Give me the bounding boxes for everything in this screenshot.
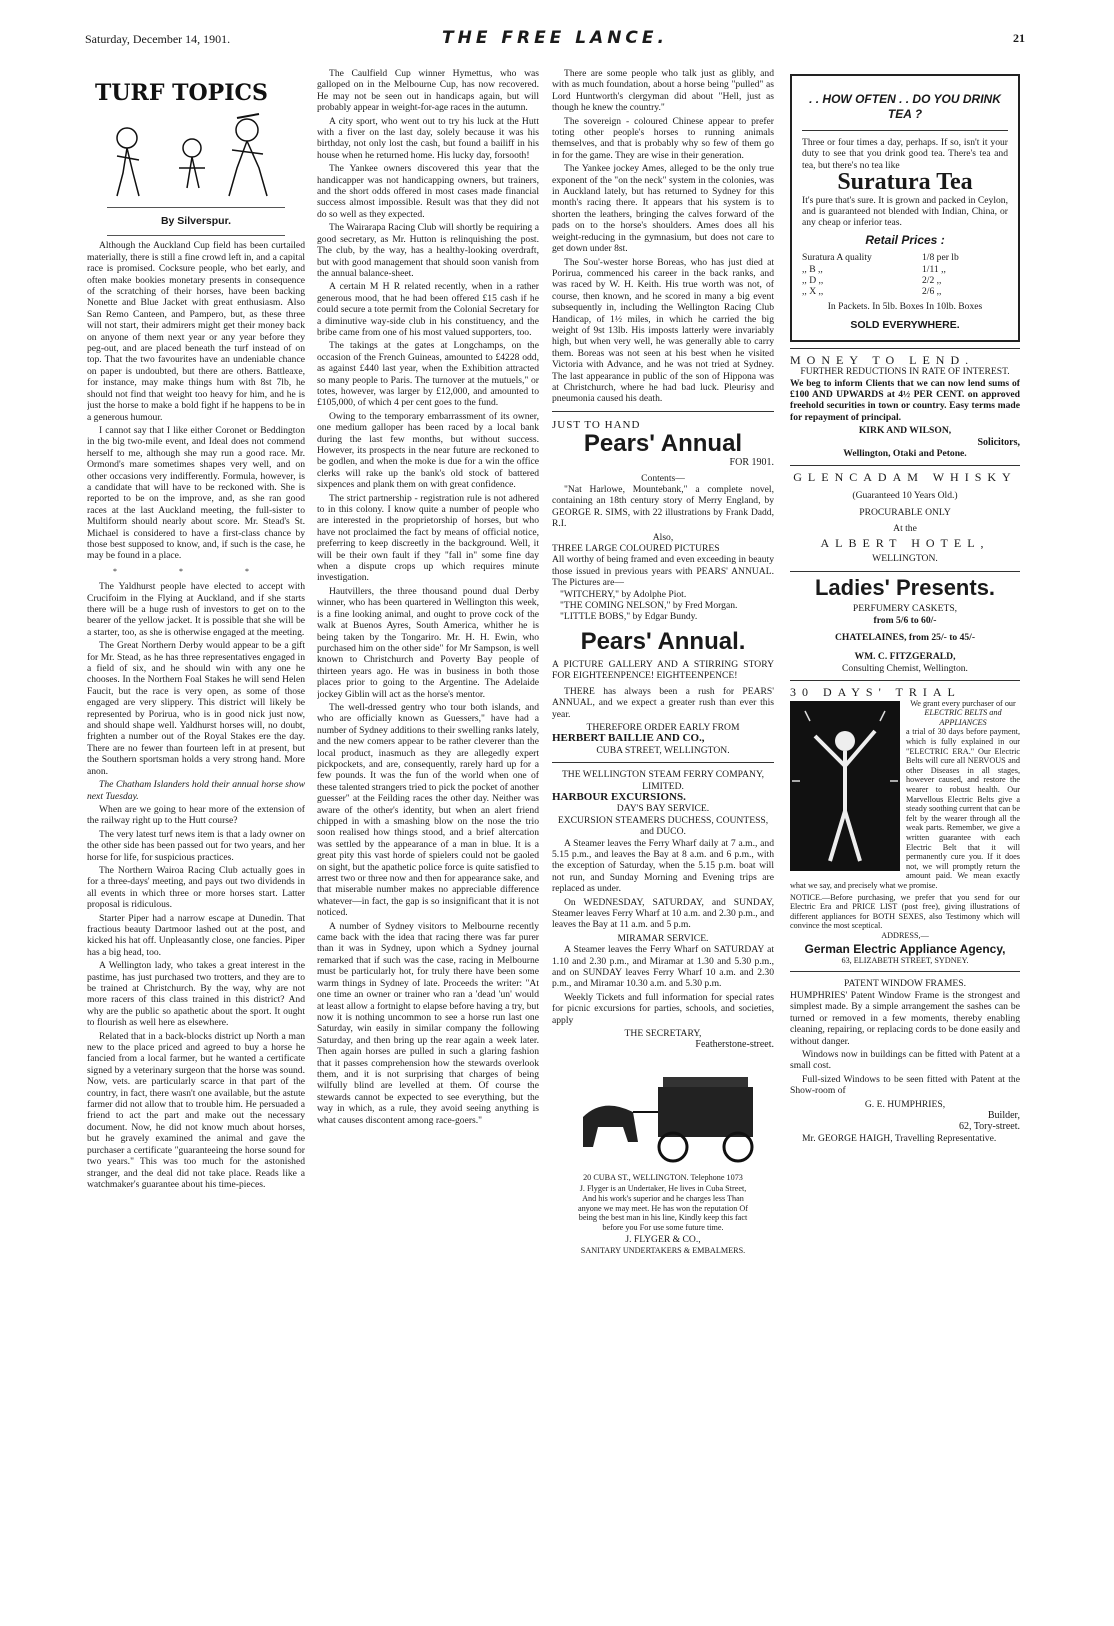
whisky-hotel: ALBERT HOTEL, bbox=[820, 535, 990, 550]
windows-agent: Mr. GEORGE HAIGH, Travelling Representative. bbox=[802, 1132, 997, 1144]
ferry-text: A Steamer leaves the Ferry Wharf daily at 7 a.m., and 5.15 p.m., and leaves the Bay at 8 a.m. and 6 p.m., with the exception of Saturday, when the 5.15 p.m. boat will not run, and Sunday Morning and Evening trips are replaced as under. bbox=[552, 837, 774, 895]
windows-title: PATENT WINDOW FRAMES. bbox=[844, 978, 966, 990]
article-paragraph: A number of Sydney visitors to Melbourne recently came back with the idea that racing there was far purer than it was in Sydney, upon which a Sydney journal remarked that if such was the case, racing in Melbourne must be particularly hot, for truly there have been some warm things in Sydney of late. Proceeds the writer: "At one time an owner or trainer who ran a 'dead 'un' would at least allow a fortnight to elapse before having a try, but now it is nothing uncommon to see a horse run last one Saturday, win easily in similar company the following Saturday, and then bring up the rear again a week later. Then again horses are pulled in such a glaring fashion that it passes comprehension how the stewards overlook them, and it is not surprising that charges of being wilfully blind are levelled at them. Of course the stewards cannot be expected to see everything, but the way in which, as a rule, they avoid seeing anything is what causes discontent among race-goers." bbox=[317, 920, 539, 1126]
ferry-secretary: THE SECRETARY, bbox=[624, 1028, 702, 1040]
electric-figure-illustration bbox=[790, 701, 900, 871]
issue-date: Saturday, December 14, 1901. bbox=[85, 32, 231, 46]
windows-role: Builder, bbox=[987, 1109, 1020, 1121]
money-subtitle: FURTHER REDUCTIONS IN RATE OF INTEREST. bbox=[800, 366, 1010, 378]
belts-notice: NOTICE.—Before purchasing, we prefer that you send for our Electric Era and PRICE LIST (post free), giving illustrations of different appliances for BOTH SEXES, also Testimony which will convince the most sceptical. bbox=[790, 892, 1020, 931]
pears-rush: THERE has always been a rush for PEARS' ANNUAL, and we expect a greater rush than ever this year. bbox=[552, 685, 774, 720]
pears-picture: "WITCHERY," by Adolphe Piot. bbox=[560, 588, 687, 600]
ferry-text: On WEDNESDAY, SATURDAY, and SUNDAY, Steamer leaves Ferry Wharf at 10 a.m. and 2.30 p.m., and leaves the Bay at 11 a.m. and 5 p.m. bbox=[552, 896, 774, 931]
money-role: Solicitors, bbox=[977, 436, 1020, 448]
article-paragraph: The Great Northern Derby would appear to be a gift for Mr. Stead, as he has three representatives engaged in a field of six, and he should win with any one he chooses. In the Northern Foal Stakes he will send Helen Faucit, but the race is very open, as some of those engaged are very slippery. This district will likely be represented by Porirua, who is in good nick just now, and should shape well. Yaldhurst horses will, no doubt, frighten a number out of the Royal Stakes ere the day. There are no fewer than fourteen left in at present, but the Southern sportsman holds a very strong hand. More anon. bbox=[87, 640, 305, 777]
ladies-chemist: WM. C. FITZGERALD, bbox=[854, 651, 956, 663]
pears-contents: "Nat Harlowe, Mountebank," a complete novel, containing an 18th century story of Merry England, by GEORGE R. SIMS, with 22 illustrations by Frank Dadd, R.I. bbox=[552, 484, 774, 530]
tea-question: . . HOW OFTEN . . DO YOU DRINK TEA ? bbox=[802, 84, 1008, 131]
tea-sold: SOLD EVERYWHERE. bbox=[850, 319, 960, 332]
ferry-text: Weekly Tickets and full information for special rates for picnic excursions for parties, schools, and societies, apply bbox=[552, 991, 774, 1026]
article-paragraph: The sovereign - coloured Chinese appear to prefer toting other people's horses to running animals themselves, and that is probably why so few of them go in for the game. They are wise in their generation. bbox=[552, 115, 774, 161]
pears-gallery: A PICTURE GALLERY AND A STIRRING STORY FOR EIGHTEENPENCE! EIGHTEENPENCE! bbox=[552, 658, 774, 682]
hearse-illustration bbox=[563, 1057, 763, 1167]
divider bbox=[790, 680, 1020, 681]
article-paragraph: The Yaldhurst people have elected to accept with Crucifoim in the Flying at Auckland, and if she starts there will be a huge rush of investors to get on to the bearer of the yellow jacket. It is possible that she will be a starter, too, as she is otherwise engaged at the meeting. bbox=[87, 581, 305, 638]
undertaker-address: 20 CUBA ST., WELLINGTON. Telephone 1073 bbox=[583, 1172, 743, 1182]
divider bbox=[552, 411, 774, 412]
money-title: MONEY TO LEND. bbox=[790, 352, 975, 367]
ladies-caskets-price: from 5/6 to 60/- bbox=[873, 614, 937, 626]
ferry-ad bbox=[552, 769, 774, 1051]
ladies-presents-ad bbox=[790, 574, 1020, 674]
ferry-steamers: EXCURSION STEAMERS DUCHESS, COUNTESS, and DUCO. bbox=[557, 814, 769, 838]
section-break: * * * bbox=[113, 566, 279, 576]
tea-text: Three or four times a day, perhaps. If so, isn't it your duty to see that you drink good tea. There's tea and tea, but there's no tea like bbox=[802, 137, 1008, 171]
newspaper-title: THE FREE LANCE. bbox=[442, 28, 668, 48]
column-turf-topics bbox=[87, 68, 305, 1608]
money-text: We beg to inform Clients that we can now lend sums of £100 AND UPWARDS at 4½ PER CENT. on approved freehold securities in town or country. Easy terms made for repayment of principal. bbox=[790, 377, 1020, 423]
belts-address-label: ADDRESS,— bbox=[881, 930, 929, 940]
money-firm: KIRK AND WILSON, bbox=[858, 425, 952, 437]
column-advertisements bbox=[790, 68, 1020, 1608]
pears-picture: "LITTLE BOBS," by Edgar Bundy. bbox=[560, 611, 698, 623]
article-paragraph: Hautvillers, the three thousand pound dual Derby winner, who has been quartered in Wellington this week, is a fine looking animal, and ought to prove cock of the walk at Buenos Ayres, South America, whither he is being taken by the Tongariro. Mr. H. H. Ewin, who purchased him on the other side" for Mr Sampson, is well known to Christchurch and Poverty Bay people of thirteen years ago. He was in business in both those places prior to going to the Argentine. The Adelaide jockey Giblin will act as the horse's mentor. bbox=[317, 585, 539, 700]
article-paragraph: Owing to the temporary embarrassment of its owner, one medium galloper has been raced by a local bank during the last few months, but without success. However, its prospects in the near future are reckoned to be godlen, and when the moke is due for a win the office clerks will rake up the bank's old stock of battered sixpences and plank them on with great confidence. bbox=[317, 410, 539, 491]
article-paragraph: The Wairarapa Racing Club will shortly be requiring a good secretary, as Mr. Hutton is relinquishing the post. The club, by the way, has a healthy-looking overdraft, but with good management that should soon vanish from the annual balance-sheet. bbox=[317, 222, 539, 279]
undertaker-verse: J. Flyger is an Undertaker, He lives in Cuba Street, And his work's superior and he charges less Than anyone we may meet. He has won the reputation Of being the best man in his line, Kindly keep this fact before you For use some future time. bbox=[577, 1184, 749, 1232]
divider bbox=[790, 971, 1020, 972]
article-paragraph: The Sou'-wester horse Boreas, who has just died at Porirua, commenced his career in the back ranks, and was raced by W. H. Keith. His true worth was not, of course, then known, and he scored in many a big event subsequently in, including the Wellington Racing Club Handicap, of 1½ miles, in which he carried the big weight of 9st 13lb. His imposts latterly were invariably high, but when very well, he was generally able to carry them. Boreas was not seen at his best when he visited Victoria with Advance, and he was not tried at Sydney. The last appearance in public of the son of Hippona was at Christchurch, where he had bad luck. Pleurisy and pneumonia caused his death. bbox=[552, 256, 774, 405]
undertaker-ad bbox=[552, 1057, 774, 1256]
windows-text: HUMPHRIES' Patent Window Frame is the strongest and simplest made. By a simple arrangement the sashes can be turned or removed in a few moments, thereby enabling cleaning, repairing, or replacing cords to be done easily and without danger. bbox=[790, 989, 1020, 1047]
page-number: 21 bbox=[1013, 31, 1025, 45]
divider bbox=[107, 207, 285, 208]
whisky-procurable: PROCURABLE ONLY bbox=[859, 507, 951, 519]
windows-street: 62, Tory-street. bbox=[958, 1121, 1020, 1133]
pears-title-2: Pears' Annual. bbox=[580, 627, 746, 655]
electric-belts-ad bbox=[790, 687, 1020, 965]
whisky-at: At the bbox=[893, 522, 917, 534]
belts-text: a trial of 30 days before payment, which is fully explained in our "ELECTRIC ERA." Our Electric Belts will cure all NERVOUS and other Diseases in all stages, however caused, and restore the wearer to robust health. Our Marvellous Electric Belts give a steady soothing current that can be felt by the wearer through all the weak parts. Remember, we give a written guarantee with each Electric Belt that it will permanently cure you. If it does not, we will promptly return the amount paid. We mean exactly what we say, and precisely what we promise. bbox=[790, 727, 1020, 890]
ferry-text: A Steamer leaves the Ferry Wharf on SATURDAY at 1.10 and 2.30 p.m., and Miramar at 1.30 and 5.30 p.m., and on SUNDAY leaves Ferry Wharf 10 a.m. and 2.30 p.m., and Miramar 10.30 a.m. and 5.30 p.m. bbox=[552, 944, 774, 990]
article-paragraph: The Yankee owners discovered this year that the handicapper was not handicapping owners, but trainers, and the short odds offered in most cases made financial success almost impossible. Result was that they did not do so well as they expected. bbox=[317, 163, 539, 220]
pears-just-to-hand: JUST TO HAND bbox=[552, 418, 641, 431]
windows-name: G. E. HUMPHRIES, bbox=[864, 1098, 946, 1110]
whisky-ad bbox=[790, 472, 1020, 564]
article-paragraph: The Caulfield Cup winner Hymettus, who was galloped on in the Melbourne Cup, has now recovered. He may not be seen out in handicaps again, but will probably appear in weight-for-age races in the autumn. bbox=[317, 68, 539, 114]
suratura-tea-ad bbox=[790, 74, 1020, 342]
ferry-street: Featherstone-street. bbox=[695, 1039, 774, 1051]
column-three bbox=[552, 68, 774, 1608]
tea-price-row: ,, X ,, 2/6 ,, bbox=[802, 286, 942, 298]
money-places: Wellington, Otaki and Petone. bbox=[843, 447, 967, 459]
ladies-caskets-label: PERFUMERY CASKETS, bbox=[852, 603, 958, 615]
tea-packets: In Packets. In 5lb. Boxes In 10lb. Boxes bbox=[827, 300, 983, 312]
tea-price-row: ,, D ,, 2/2 ,, bbox=[802, 275, 942, 287]
window-frames-ad bbox=[790, 978, 1020, 1144]
article-paragraph: A certain M H R related recently, when in a rather generous mood, that he had been offered £15 cash if he could secure a tote permit from the Colonial Secretary for a diminutive way-side club in his constituency, and the bribe came from one of his most valued supporters, too. bbox=[317, 281, 539, 338]
pears-year: FOR 1901. bbox=[729, 457, 774, 469]
divider bbox=[790, 571, 1020, 572]
turf-topics-logo bbox=[87, 68, 305, 203]
whisky-city: WELLINGTON. bbox=[872, 553, 938, 565]
belts-product: ELECTRIC BELTS and APPLIANCES bbox=[924, 708, 1002, 727]
logo-text: TURF TOPICS bbox=[95, 80, 268, 106]
tea-price-row: Suratura A quality 1/8 per lb bbox=[802, 252, 959, 264]
divider bbox=[552, 762, 774, 763]
ferry-days-bay: DAY'S BAY SERVICE. bbox=[616, 803, 710, 815]
article-paragraph: Related that in a back-blocks district up North a man new to the place priced and agreed to buy a horse he fancied from a local farmer, but he wanted a certificate signed by a veterinary surgeon that the horse was sound. Now, vets. are particularly scarce in that part of the country, in fact, there wasn't one available, but the astute farmer did not allow that to trouble him. He persuaded a friend to act the part and make out the necessary document. Now, he did not know much about horses, but he gravely examined the animal and gave the purchaser a certificate "guaranteeing the horse sound for two years." This was too much for the astonished stranger, and the deal did not take place. Reads like a watchmaker's guarantee about his time-pieces. bbox=[87, 1030, 305, 1190]
tea-retail-heading: Retail Prices : bbox=[865, 232, 945, 247]
money-to-lend-ad bbox=[790, 352, 1020, 460]
belts-title: 30 DAYS' TRIAL bbox=[790, 685, 961, 700]
whisky-title: GLENCADAM WHISKY bbox=[793, 470, 1017, 485]
column-turf-continued bbox=[317, 68, 539, 1608]
pears-contents-label: Contents— bbox=[641, 472, 685, 484]
divider bbox=[107, 235, 285, 236]
pears-order: THEREFORE ORDER EARLY FROM bbox=[586, 721, 740, 733]
undertaker-name: J. FLYGER & CO., bbox=[625, 1234, 701, 1246]
ferry-company: THE WELLINGTON STEAM FERRY COMPANY, LIMITED. bbox=[561, 769, 765, 792]
tea-text: It's pure that's sure. It is grown and packed in Ceylon, and is guaranteed not blended with Indian, China, or any cheap or inferior teas. bbox=[802, 194, 1008, 229]
article-paragraph: The very latest turf news item is that a lady owner on the other side has been passed out for two years, and her horse for life, for suspicious practices. bbox=[87, 828, 305, 863]
belts-agency: German Electric Appliance Agency, bbox=[804, 942, 1006, 957]
windows-text: Full-sized Windows to be seen fitted with Patent at the Show-room of bbox=[790, 1073, 1020, 1097]
pears-seller: HERBERT BAILLIE AND CO., bbox=[552, 732, 705, 745]
ladies-title: Ladies' Presents. bbox=[814, 574, 996, 600]
article-paragraph: Although the Auckland Cup field has been curtailed materially, there is still a fine crowd left in, and a capital race is promised. Cocksure people, who bet early, and often make bookies monetary presents in consequence of the scratching of their horses, have been backing Nonette and Blue Jacket with great enthusiasm. Also San Remo Canteen, and Pampero, but, as these three will not start, their admirers might get their money back on anyone of them next year or any year before they peg-out, and are placed beneath the turf instead of on top. That the two favourites have an undeniable chance on paper is undoubted, but there are others. Battleaxe, for instance, may make things hum with 8st 7lb, he should not find that weight too heavy for him, and he is just the horse to make a bold fight if he happens to be in a generous humour. bbox=[87, 240, 305, 423]
byline: By Silverspur. bbox=[160, 215, 232, 227]
ladies-chatelaines: CHATELAINES, from 25/- to 45/- bbox=[834, 632, 976, 643]
jockey-illustration bbox=[87, 68, 305, 203]
pears-pictures-heading: THREE LARGE COLOURED PICTURES bbox=[552, 543, 720, 555]
pears-also: Also, bbox=[652, 531, 674, 543]
undertaker-trade: SANITARY UNDERTAKERS & EMBALMERS. bbox=[580, 1245, 746, 1255]
pears-picture: "THE COMING NELSON," by Fred Morgan. bbox=[560, 600, 738, 612]
belts-intro: We grant every purchaser of our bbox=[910, 698, 1016, 708]
whisky-guarantee: (Guaranteed 10 Years Old.) bbox=[852, 489, 958, 501]
article-paragraph: The Northern Wairoa Racing Club actually goes in for a three-days' meeting, and pays out two dividends in all events in which three or more horses start. Latter proposal is ridiculous. bbox=[87, 864, 305, 911]
pears-title: Pears' Annual bbox=[583, 430, 743, 458]
article-paragraph: Starter Piper had a narrow escape at Dunedin. That fractious beauty Dartmoor lashed out at the post, and kicked his hat off. Unpleasantly close, one fancies. Piper has a big head, too. bbox=[87, 912, 305, 958]
ferry-miramar: MIRAMAR SERVICE. bbox=[617, 932, 709, 944]
article-paragraph: The Yankee jockey Ames, alleged to be the only true exponent of the "on the neck" system in the colonies, was in Auckland lately, but has returned to Sydney for this month's racing there. It appears that his system is to shorten the leathers, bringing the calves forward of the pads on to the horse's shoulders. Ames does all his weight-reducing in the gymnasium, but does not care to get down under 8st. bbox=[552, 163, 774, 255]
article-paragraph: A Wellington lady, who takes a great interest in the pastime, has just purchased two trotters, and they are to be trained at Christchurch. By the way, why are not more racers of this class trained in this district? And why are the public so apathetic about the sport. It ought to flourish as well here as elsewhere. bbox=[87, 960, 305, 1029]
article-paragraph: There are some people who talk just as glibly, and with as much foundation, about a horse being "pulled" as Lord Huntworth's clergyman did about "Hell, just as though he knew the country." bbox=[552, 68, 774, 114]
ferry-harbour: HARBOUR EXCURSIONS. bbox=[552, 790, 686, 803]
windows-text: Windows now in buildings can be fitted with Patent at a small cost. bbox=[790, 1048, 1020, 1072]
article-paragraph: The strict partnership - registration rule is not adhered to in this colony. I know quite a number of people who are interested in the proprietorship of horses, but who have not proclaimed the fact by means of official notice, preferring to keep discreetly in the background. Well, it will be their own fault if they "fall in" some fine day when a dispute crops up which requires minute investigation. bbox=[317, 492, 539, 584]
tea-price-row: ,, B ,, 1/11 ,, bbox=[802, 263, 946, 275]
pears-pictures-text: All worthy of being framed and even exceeding in beauty those issued in previous years with PEARS' ANNUAL. The Pictures are— bbox=[552, 554, 774, 589]
ladies-chemist-role: Consulting Chemist, Wellington. bbox=[842, 662, 968, 674]
article-paragraph: The well-dressed gentry who tour both islands, and who are officially known as Guessers," have had a number of Sydney additions to their swelling ranks lately, and the new comers appear to be rather cleverer than the local product, inasmuch as they are allegedly expert pickpockets, and are, consequently, rarely hard up for a few pounds. It was the fun of the world when one of these talented strangers tried to pick the pocket of another guesser" at the Feilding races the other day. Neither was aware of the other's identity, but when an alert friend chipped in with a smashing blow on the nose the trio soon realised how things stood, and a brief altercation was settled by the appearance of a man in blue. It is a great pity this vast horde of spielers could not be gaoled on sight, but the apathetic police force is quite satisfied to arrest two or three now and then for appearance sake, and that miserable number makes no appreciable difference whatever—in fact, the gap is so insignificant that it is not noticed. bbox=[317, 701, 539, 919]
pears-annual-ad bbox=[552, 420, 774, 756]
article-paragraph: The takings at the gates at Longchamps, on the occasion of the French Guineas, amounted to £4228 odd, as against £440 last year, when the Exhibition attracted so many people to Paris. The turnover at the mutuels," or totes, however, was larger by £12,000, and amounted to £105,000, of which 4 per cent goes to the fund. bbox=[317, 340, 539, 409]
belts-agency-address: 63, ELIZABETH STREET, SYDNEY. bbox=[841, 955, 969, 965]
article-paragraph: I cannot say that I like either Coronet or Beddington in the big two-mile event, and Ideal does not commend herself to me, although she may run a good race. Mr. Ormond's mare sometimes shapes very well, and on other occasions very indifferently. Formula, however, is a candidate that will have to be reckoned with. She is reported to be on the improve, and, as she ran good races at the last Auckland meeting, the full-sister to Multiform should nearly about score. Mr. Stead's St. Michael is considered to have a first-class chance by those best supposed to know, and, if such is the case, he may be found in a place. bbox=[87, 424, 305, 562]
masthead bbox=[85, 28, 1025, 48]
article-paragraph: A city sport, who went out to try his luck at the Hutt with a fiver on the last day, solely because it was his birthday, not only lost the cash, but found a bailiff in his house when he returned home. His lucky day, forsooth! bbox=[317, 115, 539, 161]
pears-seller-address: CUBA STREET, WELLINGTON. bbox=[596, 744, 730, 756]
article-paragraph: The Chatham Islanders hold their annual horse show next Tuesday. bbox=[87, 779, 305, 802]
divider bbox=[790, 348, 1020, 349]
divider bbox=[790, 465, 1020, 466]
tea-brand: Suratura Tea bbox=[837, 169, 973, 196]
article-paragraph: When are we going to hear more of the extension of the railway right up to the Hutt course? bbox=[87, 803, 305, 827]
